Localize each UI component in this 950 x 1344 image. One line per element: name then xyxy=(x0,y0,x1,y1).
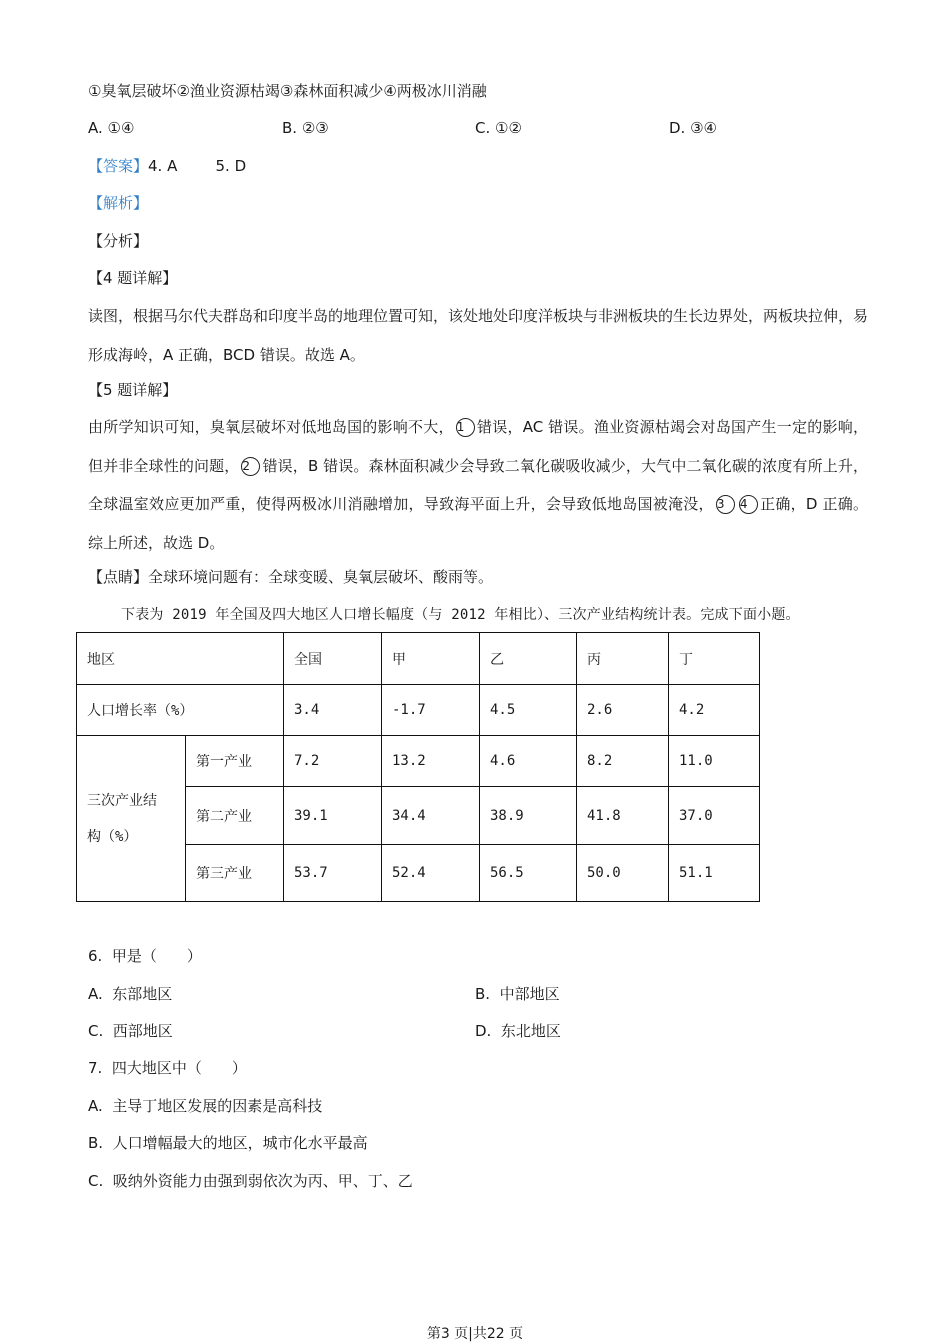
header-col: 丁 xyxy=(669,633,760,685)
q6-option-b: B. 中部地区 xyxy=(475,985,560,1003)
q7-option-a: A. 主导丁地区发展的因素是高科技 xyxy=(88,1097,323,1115)
table-cell: 50.0 xyxy=(577,845,669,902)
tip-line xyxy=(88,567,493,587)
industry-label xyxy=(77,736,186,902)
q5-detail xyxy=(88,408,868,562)
answer-tag: 【答案】 xyxy=(88,157,149,175)
table-intro: 下表为 2019 年全国及四大地区人口增长幅度（与 2012 年相比）、三次产业结构统计表。完成下面小题。 xyxy=(121,607,800,623)
industry-row-label: 第三产业 xyxy=(186,845,284,902)
circled-four: 4 xyxy=(739,495,758,514)
q5-detail-part2: 错误，AC 错误。渔业资源枯竭会对岛国产生一定的影响，但并非全球性的问题， xyxy=(88,418,868,475)
header-col: 全国 xyxy=(284,633,382,685)
table-cell: 8.2 xyxy=(577,736,669,787)
q7-stem: 7. 四大地区中（ ） xyxy=(88,1059,247,1077)
tip-text: 全球环境问题有：全球变暖、臭氧层破坏、酸雨等。 xyxy=(148,568,494,586)
table-cell: 4.2 xyxy=(669,685,760,736)
q5-detail-part3: 错误，B 错误。森林面积减少会导致二氧化碳吸收减少，大气中二氧化碳的浓度有所上升，全球温室效应更加严重，使得两极冰川消融增加，导致海平面上升，会导致低地岛国被淹没， xyxy=(88,456,868,513)
table-cell: 52.4 xyxy=(382,845,480,902)
answer-text: 4. A 5. D xyxy=(148,157,247,175)
q5-detail-part4: 正确，D 正确。综上所述，故选 D。 xyxy=(88,495,868,552)
table-cell: 4.5 xyxy=(480,685,577,736)
q5-detail-part1: 由所学知识可知，臭氧层破坏对低地岛国的影响不大， xyxy=(88,418,454,436)
table-cell: 3.4 xyxy=(284,685,382,736)
table-cell: 53.7 xyxy=(284,845,382,902)
q4-detail: 读图，根据马尔代夫群岛和印度半岛的地理位置可知，该处地处印度洋板块与非洲板块的生长边界处，两板块拉伸，易形成海岭，A 正确，BCD 错误。故选 A。 xyxy=(88,307,869,364)
q5-option-c: C. ①② xyxy=(475,119,522,137)
fenxi-tag: 【分析】 xyxy=(88,232,149,250)
industry-row-label: 第二产业 xyxy=(186,787,284,845)
answer-line xyxy=(88,156,246,176)
table-row xyxy=(77,685,760,736)
table-row xyxy=(77,736,760,787)
tip-tag: 【点睛】 xyxy=(88,568,149,586)
table-cell: 34.4 xyxy=(382,787,480,845)
q5-option-d: D. ③④ xyxy=(669,119,717,137)
q4-detail-tag: 【4 题详解】 xyxy=(88,269,178,287)
table-header-row xyxy=(77,633,760,685)
q7-option-b: B. 人口增幅最大的地区，城市化水平最高 xyxy=(88,1134,368,1152)
table-cell: 41.8 xyxy=(577,787,669,845)
header-col: 甲 xyxy=(382,633,480,685)
stats-table xyxy=(76,632,760,902)
industry-label-line2: 构（%） xyxy=(87,828,138,845)
header-col: 乙 xyxy=(480,633,577,685)
industry-row-label: 第一产业 xyxy=(186,736,284,787)
q6-option-c: C. 西部地区 xyxy=(88,1022,173,1040)
header-region: 地区 xyxy=(77,633,284,685)
table-cell: 7.2 xyxy=(284,736,382,787)
q7-option-c: C. 吸纳外资能力由强到弱依次为丙、甲、丁、乙 xyxy=(88,1172,413,1190)
table-cell: 4.6 xyxy=(480,736,577,787)
table-cell: -1.7 xyxy=(382,685,480,736)
table-cell: 37.0 xyxy=(669,787,760,845)
circled-one: 1 xyxy=(456,418,475,437)
analysis-tag: 【解析】 xyxy=(88,194,149,212)
page-footer: 第3 页|共22 页 xyxy=(426,1326,524,1342)
circled-three: 3 xyxy=(716,495,735,514)
q5-detail-tag: 【5 题详解】 xyxy=(88,381,178,399)
table-cell: 56.5 xyxy=(480,845,577,902)
header-col: 丙 xyxy=(577,633,669,685)
table-cell: 13.2 xyxy=(382,736,480,787)
circled-two: 2 xyxy=(241,457,260,476)
q6-stem: 6. 甲是（ ） xyxy=(88,947,202,965)
table-cell: 51.1 xyxy=(669,845,760,902)
q5-statements: ①臭氧层破坏②渔业资源枯竭③森林面积减少④两极冰川消融 xyxy=(88,82,487,100)
pop-row-label: 人口增长率（%） xyxy=(77,685,284,736)
q5-option-b: B. ②③ xyxy=(282,119,329,137)
table-cell: 38.9 xyxy=(480,787,577,845)
q6-option-a: A. 东部地区 xyxy=(88,985,173,1003)
table-cell: 11.0 xyxy=(669,736,760,787)
table-cell: 2.6 xyxy=(577,685,669,736)
industry-label-line1: 三次产业结 xyxy=(87,792,157,809)
q5-option-a: A. ①④ xyxy=(88,119,135,137)
q6-option-d: D. 东北地区 xyxy=(475,1022,561,1040)
table-cell: 39.1 xyxy=(284,787,382,845)
